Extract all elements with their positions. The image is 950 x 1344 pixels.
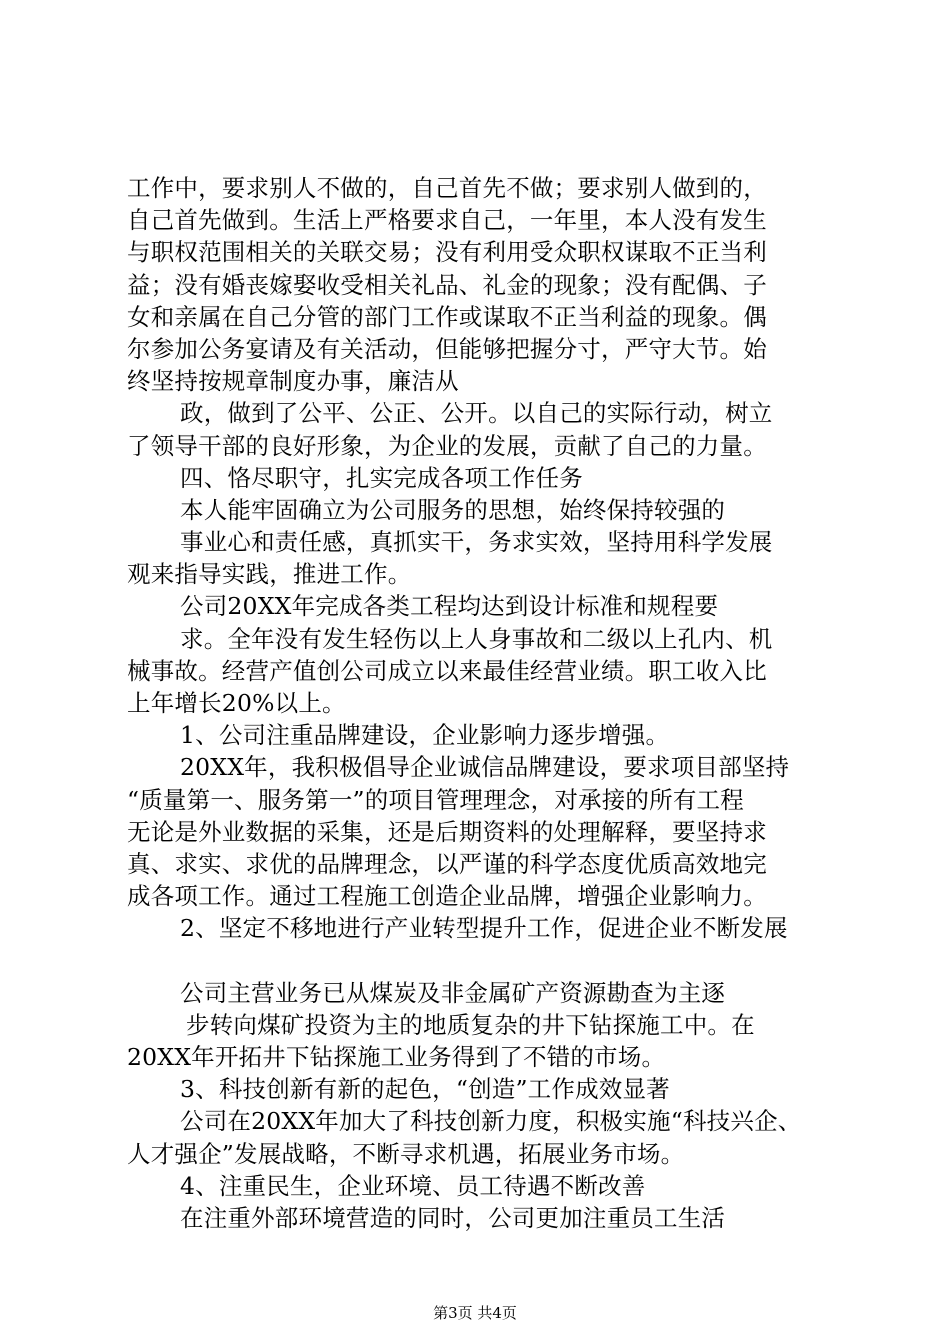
body-text-line: 成各项工作。通过工程施工创造企业品牌，增强企业影响力。 [127,882,767,911]
body-text-line: 观来指导实践，推进工作。 [127,560,412,589]
body-text-line: 求。全年没有发生轻伤以上人身事故和二级以上孔内、机 [180,624,773,653]
body-text-line: 20XX年，我积极倡导企业诚信品牌建设，要求项目部坚持 [180,753,790,782]
body-text-line: 益；没有婚丧嫁娶收受相关礼品、礼金的现象；没有配偶、子 [127,270,767,299]
body-text-line: 3、科技创新有新的起色，“创造”工作成效显著 [180,1075,670,1104]
body-text-line: 公司主营业务已从煤炭及非金属矿产资源勘查为主逐 [180,978,726,1007]
body-text-line: 上年增长20%以上。 [127,689,346,717]
body-text-line: 在注重外部环境营造的同时，公司更加注重员工生活 [180,1204,726,1232]
body-text-line: 工作中，要求别人不做的，自己首先不做；要求别人做到的， [127,174,767,202]
body-text-line: 械事故。经营产值创公司成立以来最佳经营业绩。职工收入比 [127,656,767,685]
page-footer: 第3页 共4页 [433,1304,517,1322]
body-text-line: 政，做到了公平、公正、公开。以自己的实际行动，树立 [180,399,773,428]
body-text-line: 事业心和责任感，真抓实干，务求实效，坚持用科学发展 [180,528,773,557]
body-text-line: 尔参加公务宴请及有关活动，但能够把握分寸，严守大节。始 [127,334,767,363]
body-text-line: 了领导干部的良好形象，为企业的发展，贡献了自己的力量。 [127,431,767,460]
body-text-line: 终坚持按规章制度办事，廉洁从 [127,367,459,396]
body-text-line: 女和亲属在自己分管的部门工作或谋取不正当利益的现象。偶 [127,302,767,331]
body-text-line: 与职权范围相关的关联交易；没有利用受众职权谋取不正当利 [127,238,767,267]
body-text-line: 公司20XX年完成各类工程均达到设计标准和规程要 [180,592,719,621]
body-text-line: 4、注重民生，企业环境、员工待遇不断改善 [180,1171,646,1200]
body-text-line: 步转向煤矿投资为主的地质复杂的井下钻探施工中。在 [186,1010,755,1039]
body-text-line: 四、恪尽职守，扎实完成各项工作任务 [180,463,583,492]
body-text-line: “质量第一、服务第一”的项目管理理念，对承接的所有工程 [127,785,744,814]
body-text-line: 公司在20XX年加大了科技创新力度，积极实施“科技兴企、 [180,1107,802,1136]
body-text-line: 本人能牢固确立为公司服务的思想，始终保持较强的 [180,495,726,524]
body-text-line: 人才强企”发展战略，不断寻求机遇，拓展业务市场。 [127,1139,685,1168]
body-text-line: 1、公司注重品牌建设，企业影响力逐步增强。 [180,721,670,750]
body-text-line: 2、坚定不移地进行产业转型提升工作，促进企业不断发展 [180,914,788,943]
document-body [127,172,847,1234]
body-text-line: 无论是外业数据的采集，还是后期资料的处理解释，要坚持求 [127,817,767,846]
body-text-line: 20XX年开拓井下钻探施工业务得到了不错的市场。 [127,1043,666,1072]
blank-line [127,945,847,977]
body-text-line: 自己首先做到。生活上严格要求自己，一年里，本人没有发生 [127,206,767,235]
body-text-line: 真、求实、求优的品牌理念，以严谨的科学态度优质高效地完 [127,849,767,878]
